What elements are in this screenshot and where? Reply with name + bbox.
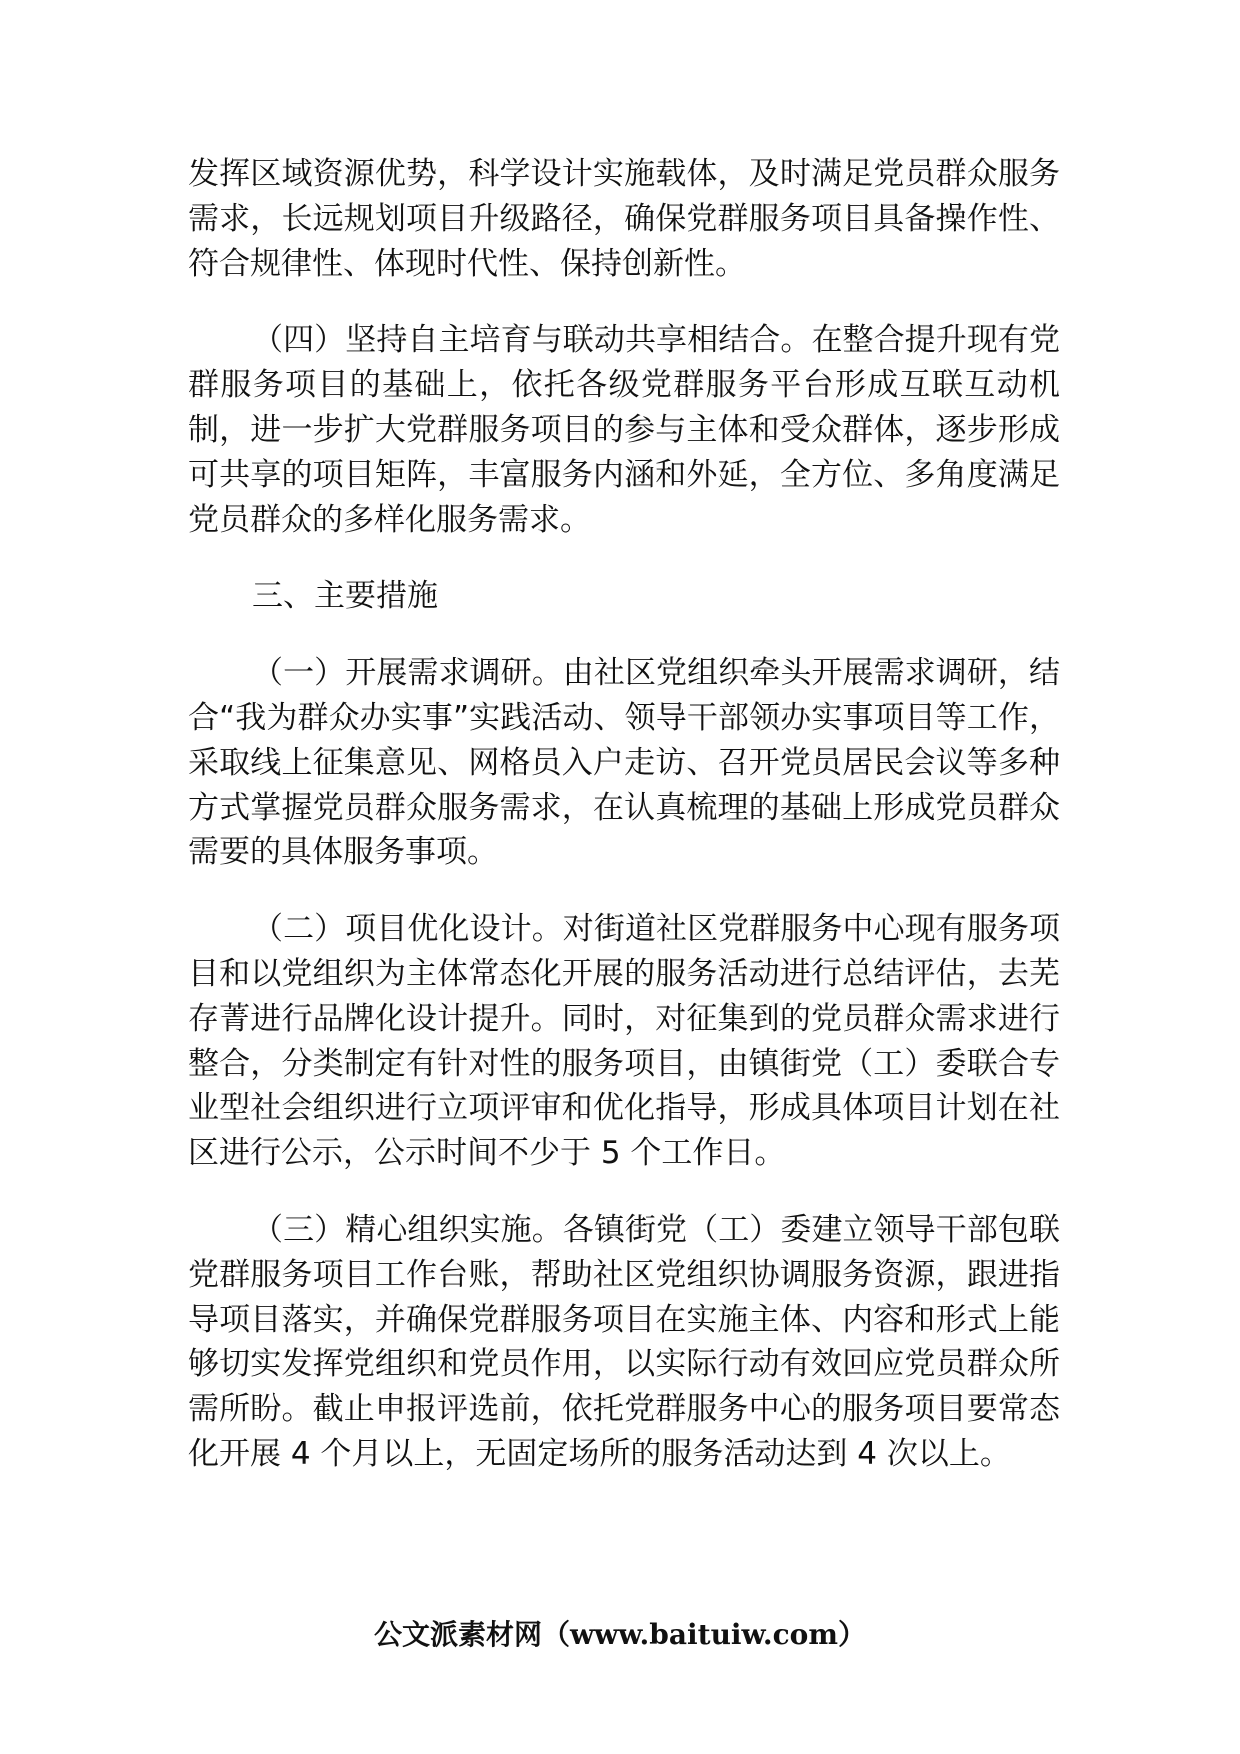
paragraph-point-four: （四）坚持自主培育与联动共享相结合。在整合提升现有党群服务项目的基础上，依托各级党群服务平台形成互联互动机制，进一步扩大党群服务项目的参与主体和受众群体，逐步形成可共享的项目矩阵，丰富服务内涵和外延，全方位、多角度满足党员群众的多样化服务需求。 bbox=[188, 322, 1060, 538]
paragraph-measure-three: （三）精心组织实施。各镇街党（工）委建立领导干部包联党群服务项目工作台账，帮助社区党组织协调服务资源，跟进指导项目落实，并确保党群服务项目在实施主体、内容和形式上能够切实发挥党组织和党员作用，以实际行动有效回应党员群众所需所盼。截止申报评选前，依托党群服务中心的服务项目要常态化开展 4 个月以上，无固定场所的服务活动达到 4 次以上。 bbox=[188, 1211, 1060, 1472]
paragraph-measure-one: （一）开展需求调研。由社区党组织牵头开展需求调研，结合“我为群众办实事”实践活动、领导干部领办实事项目等工作，采取线上征集意见、网格员入户走访、召开党员居民会议等多种方式掌握党员群众服务需求，在认真梳理的基础上形成党员群众需要的具体服务事项。 bbox=[188, 655, 1060, 871]
footer-watermark-text: 公文派素材网（www.baituiw.com） bbox=[374, 1618, 866, 1651]
section-heading-main-measures: 三、主要措施 bbox=[252, 578, 438, 615]
document-body bbox=[188, 152, 1060, 1509]
paragraph-continuation: 发挥区域资源优势，科学设计实施载体，及时满足党员群众服务需求，长远规划项目升级路径，确保党群服务项目具备操作性、符合规律性、体现时代性、保持创新性。 bbox=[188, 156, 1060, 282]
paragraph-measure-two: （二）项目优化设计。对街道社区党群服务中心现有服务项目和以党组织为主体常态化开展的服务活动进行总结评估，去芜存菁进行品牌化设计提升。同时，对征集到的党员群众需求进行整合，分类制定有针对性的服务项目，由镇街党（工）委联合专业型社会组织进行立项评审和优化指导，形成具体项目计划在社区进行公示，公示时间不少于 5 个工作日。 bbox=[188, 911, 1060, 1172]
